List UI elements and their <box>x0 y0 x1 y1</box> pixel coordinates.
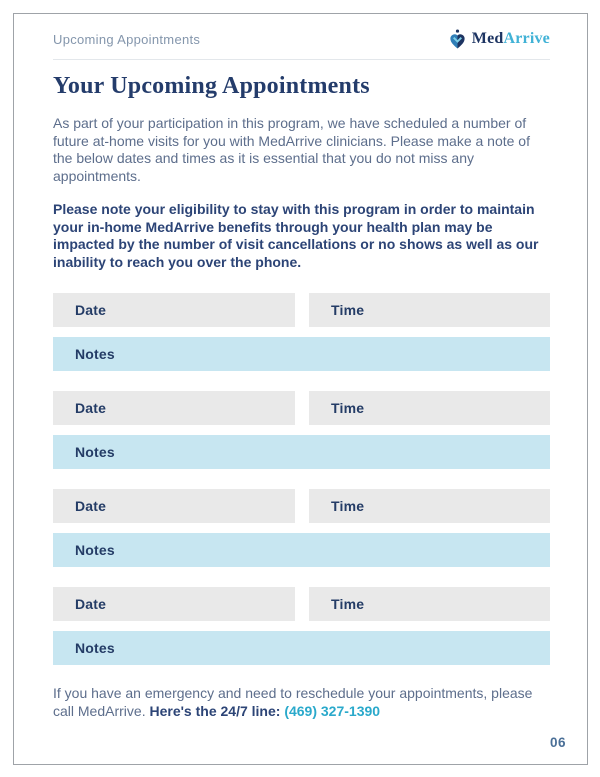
date-time-row <box>53 293 550 327</box>
notes-field-label: Notes <box>75 346 115 362</box>
appointment-slot <box>53 489 550 567</box>
appointment-slot <box>53 293 550 371</box>
time-field-label: Time <box>331 400 365 416</box>
appointment-slots <box>53 293 550 665</box>
date-time-row <box>53 391 550 425</box>
date-field-label: Date <box>75 498 107 514</box>
date-field-label: Date <box>75 302 107 318</box>
date-time-row <box>53 587 550 621</box>
document-page <box>13 13 588 765</box>
emergency-footer-note <box>53 685 550 720</box>
breadcrumb: Upcoming Appointments <box>53 31 201 47</box>
date-field[interactable] <box>53 489 295 523</box>
footer-text: If you have an emergency and need to reschedule your appointments, please call MedArrive. <box>53 685 533 719</box>
logo-wordmark <box>472 30 550 48</box>
time-field[interactable] <box>309 391 550 425</box>
time-field[interactable] <box>309 489 550 523</box>
notes-field-label: Notes <box>75 640 115 656</box>
time-field[interactable] <box>309 293 550 327</box>
medarrive-heart-icon <box>448 28 467 50</box>
time-field-label: Time <box>331 498 365 514</box>
logo-text-arrive: Arrive <box>503 30 550 47</box>
eligibility-notice-paragraph: Please note your eligibility to stay with this program in order to maintain your in-home MedArrive benefits through your health plan may be impacted by the number of visit cancellations or no shows as well as our inability to reach you over the phone. <box>53 201 539 270</box>
page-number: 06 <box>549 735 566 750</box>
time-field-label: Time <box>331 596 365 612</box>
notes-field-label: Notes <box>75 542 115 558</box>
date-field[interactable] <box>53 587 295 621</box>
page-title: Your Upcoming Appointments <box>53 73 370 99</box>
logo-text-med: Med <box>471 30 504 47</box>
appointment-slot <box>53 587 550 665</box>
notes-field-label: Notes <box>75 444 115 460</box>
notes-field[interactable] <box>53 631 550 665</box>
phone-number[interactable]: (469) 327-1390 <box>284 702 381 719</box>
date-time-row <box>53 489 550 523</box>
notes-field[interactable] <box>53 533 550 567</box>
date-field-label: Date <box>75 596 107 612</box>
date-field[interactable] <box>53 391 295 425</box>
date-field-label: Date <box>75 400 107 416</box>
intro-paragraph: As part of your participation in this program, we have scheduled a number of future at-home visits for you with MedArrive clinicians. Please make a note of the below dates and times as it is essential that you do not miss any appointments. <box>53 115 530 184</box>
page-header <box>53 14 550 60</box>
medarrive-logo <box>448 28 550 50</box>
notes-field[interactable] <box>53 337 550 371</box>
date-field[interactable] <box>53 293 295 327</box>
footer-line-label: Here's the 24/7 line: <box>149 702 285 719</box>
appointment-slot <box>53 391 550 469</box>
time-field-label: Time <box>331 302 365 318</box>
notes-field[interactable] <box>53 435 550 469</box>
time-field[interactable] <box>309 587 550 621</box>
